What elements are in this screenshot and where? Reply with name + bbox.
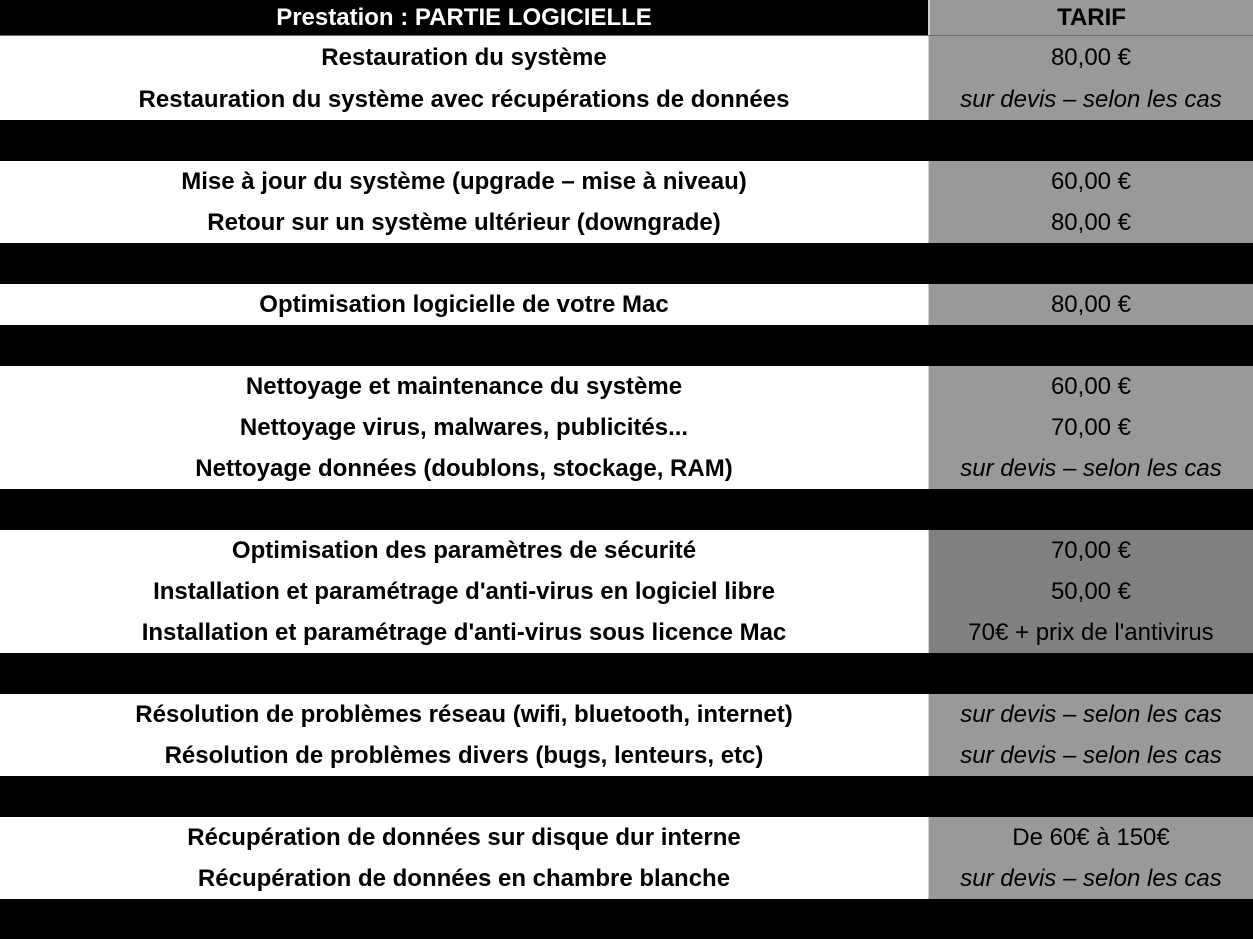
table-row [0, 161, 1253, 202]
table-row [0, 612, 1253, 653]
service-label: Récupération de données sur disque dur interne [0, 817, 928, 858]
service-price: De 60€ à 150€ [928, 817, 1253, 858]
service-price: sur devis – selon les cas [928, 694, 1253, 735]
service-label: Restauration du système [0, 36, 928, 79]
service-label: Nettoyage données (doublons, stockage, RAM) [0, 448, 928, 489]
service-price: 60,00 € [928, 366, 1253, 407]
service-label: Retour sur un système ultérieur (downgrade) [0, 202, 928, 243]
table-row [0, 530, 1253, 571]
service-price: 60,00 € [928, 161, 1253, 202]
service-price: 70,00 € [928, 407, 1253, 448]
service-label: Restauration du système avec récupérations de données [0, 79, 928, 120]
service-label: Optimisation logicielle de votre Mac [0, 284, 928, 325]
table-row [0, 36, 1253, 79]
table-row [0, 694, 1253, 735]
service-label: Nettoyage et maintenance du système [0, 366, 928, 407]
service-price: 70€ + prix de l'antivirus [928, 612, 1253, 653]
table-row [0, 448, 1253, 489]
service-price: 80,00 € [928, 284, 1253, 325]
service-label: Installation et paramétrage d'anti-virus sous licence Mac [0, 612, 928, 653]
service-price: 70,00 € [928, 530, 1253, 571]
header-tarif: TARIF [928, 0, 1253, 35]
table-row [0, 571, 1253, 612]
table-header-row [0, 0, 1253, 36]
group-separator [0, 899, 1253, 939]
service-price: 80,00 € [928, 202, 1253, 243]
service-label: Installation et paramétrage d'anti-virus en logiciel libre [0, 571, 928, 612]
group-separator [0, 489, 1253, 530]
table-row [0, 284, 1253, 325]
service-price: sur devis – selon les cas [928, 735, 1253, 776]
table-row [0, 735, 1253, 776]
group-separator [0, 243, 1253, 284]
service-price: sur devis – selon les cas [928, 448, 1253, 489]
header-prestation: Prestation : PARTIE LOGICIELLE [0, 0, 928, 35]
service-price: sur devis – selon les cas [928, 79, 1253, 120]
group-separator [0, 120, 1253, 161]
table-row [0, 79, 1253, 120]
group-separator [0, 776, 1253, 817]
table-row [0, 858, 1253, 899]
service-label: Nettoyage virus, malwares, publicités... [0, 407, 928, 448]
group-separator [0, 653, 1253, 694]
table-row [0, 407, 1253, 448]
service-label: Résolution de problèmes réseau (wifi, bluetooth, internet) [0, 694, 928, 735]
table-row [0, 366, 1253, 407]
service-price: sur devis – selon les cas [928, 858, 1253, 899]
service-label: Résolution de problèmes divers (bugs, lenteurs, etc) [0, 735, 928, 776]
service-label: Mise à jour du système (upgrade – mise à niveau) [0, 161, 928, 202]
service-price: 80,00 € [928, 36, 1253, 79]
group-separator [0, 325, 1253, 366]
service-price: 50,00 € [928, 571, 1253, 612]
table-row [0, 202, 1253, 243]
service-label: Optimisation des paramètres de sécurité [0, 530, 928, 571]
service-label: Récupération de données en chambre blanche [0, 858, 928, 899]
table-row [0, 817, 1253, 858]
